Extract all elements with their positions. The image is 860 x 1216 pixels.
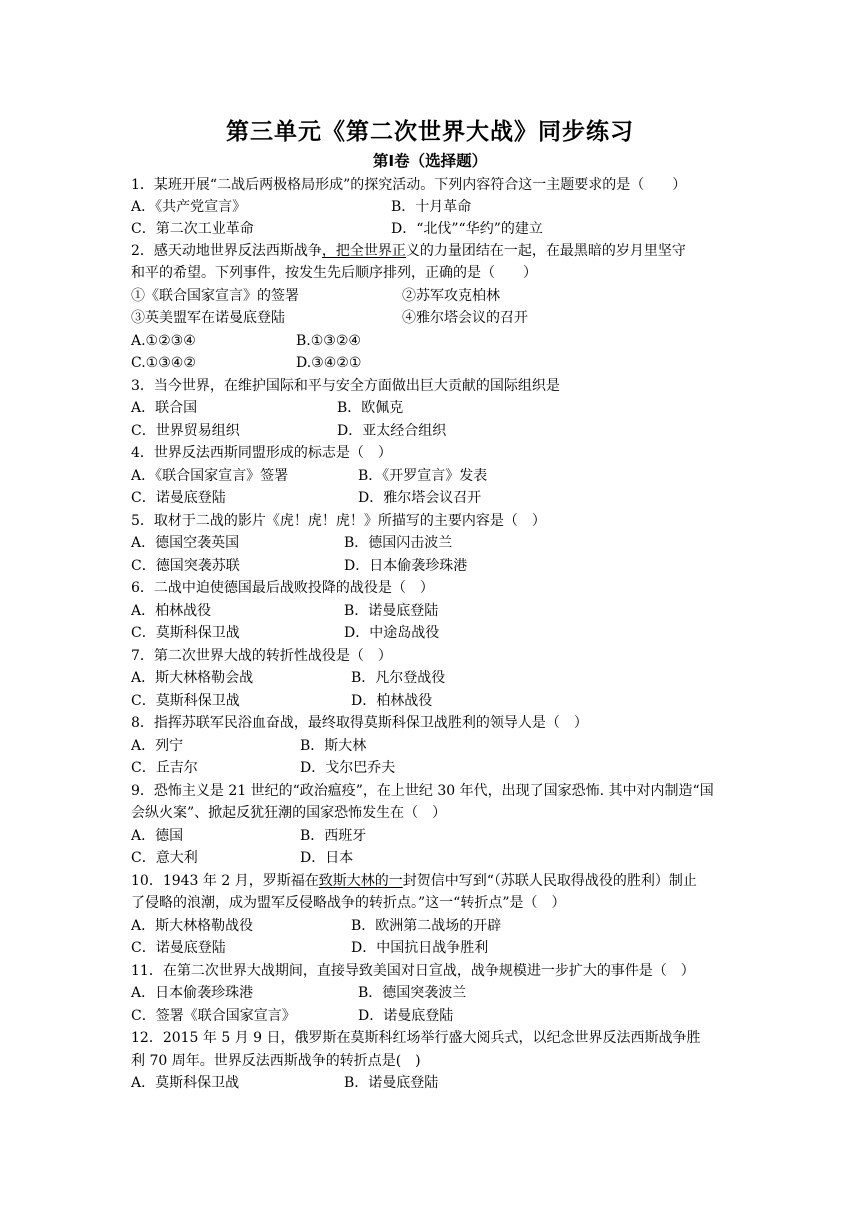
question-6-option-c: C．莫斯科保卫战 <box>131 625 240 641</box>
question-11-option-a: A．日本偷袭珍珠港 <box>131 985 254 1001</box>
question-8-stem: 8．指挥苏联军民浴血奋战，最终取得莫斯科保卫战胜利的领导人是（ ） <box>131 715 588 731</box>
question-12-option-a: A．莫斯科保卫战 <box>131 1075 240 1091</box>
question-2-option-d: D.③④②① <box>296 355 362 371</box>
question-10-option-d: D．中国抗日战争胜利 <box>351 940 489 956</box>
question-12-stem-line2: 利 70 周年。世界反法西斯战争的转折点是( ) <box>131 1053 421 1069</box>
question-11-stem: 11．在第二次世界大战期间，直接导致美国对日宣战，战争规模进一步扩大的事件是（ ） <box>131 963 695 979</box>
question-5-option-a: A．德国空袭英国 <box>131 535 240 551</box>
question-9-option-c: C．意大利 <box>131 850 198 866</box>
question-6-option-d: D．中途岛战役 <box>344 625 440 641</box>
question-12-stem-line1: 12．2015 年 5 月 9 日，俄罗斯在莫斯科红场举行盛大阅兵式，以纪念世界反法西斯战争胜 <box>131 1030 701 1046</box>
question-2-option-a: A.①②③④ <box>131 333 196 349</box>
question-4-option-b: B．《开罗宣言》发表 <box>358 468 488 484</box>
underlined-phrase: 致斯大林的一 <box>318 873 403 889</box>
question-2-event-1: ①《联合国家宣言》的签署 <box>131 288 299 304</box>
question-2-event-4: ④雅尔塔会议的召开 <box>402 310 528 326</box>
section-heading: 第Ⅰ卷（选择题） <box>372 152 488 170</box>
question-10-option-c: C．诺曼底登陆 <box>131 940 226 956</box>
question-4-option-c: C．诺曼底登陆 <box>131 490 226 506</box>
question-1-option-a: A．《共产党宣言》 <box>131 199 247 215</box>
question-5-option-c: C．德国突袭苏联 <box>131 558 240 574</box>
question-3-option-d: D．亚太经合组织 <box>337 423 447 439</box>
question-7-option-c: C．莫斯科保卫战 <box>131 693 240 709</box>
question-10-stem-line2: 了侵略的浪潮，成为盟军反侵略战争的转折点。”这一“转折点”是（ ） <box>131 895 566 911</box>
question-8-option-b: B．斯大林 <box>300 738 367 754</box>
question-3-stem: 3．当今世界，在维护国际和平与安全方面做出巨大贡献的国际组织是 <box>131 378 560 394</box>
question-9-option-b: B．西班牙 <box>300 828 367 844</box>
question-4-stem: 4．世界反法西斯同盟形成的标志是（ ） <box>131 445 392 461</box>
question-4-option-d: D．雅尔塔会议召开 <box>358 490 482 506</box>
question-2-event-3: ③英美盟军在诺曼底登陆 <box>131 310 285 326</box>
question-5-option-b: B．德国闪击波兰 <box>344 535 453 551</box>
question-5-option-d: D．日本偷袭珍珠港 <box>344 558 468 574</box>
question-11-option-d: D．诺曼底登陆 <box>358 1008 454 1024</box>
question-6-option-b: B．诺曼底登陆 <box>344 603 439 619</box>
question-8-option-a: A．列宁 <box>131 738 184 754</box>
question-11-option-c: C．签署《联合国家宣言》 <box>131 1008 296 1024</box>
question-9-option-d: D．日本 <box>300 850 354 866</box>
question-7-stem: 7．第二次世界大战的转折性战役是（ ） <box>131 648 392 664</box>
question-3-option-c: C．世界贸易组织 <box>131 423 240 439</box>
question-2-event-2: ②苏军攻克柏林 <box>402 288 500 304</box>
question-7-option-d: D．柏林战役 <box>351 693 433 709</box>
question-10-option-b: B．欧洲第二战场的开辟 <box>351 918 502 934</box>
question-8-option-d: D．戈尔巴乔夫 <box>300 760 396 776</box>
question-10-option-a: A．斯大林格勒战役 <box>131 918 254 934</box>
question-3-option-a: A．联合国 <box>131 400 198 416</box>
question-2-option-b: B.①③②④ <box>296 333 361 349</box>
question-5-stem: 5．取材于二战的影片《虎！虎！虎！》所描写的主要内容是（ ） <box>131 513 546 529</box>
question-1-option-c: C．第二次工业革命 <box>131 221 254 237</box>
question-10-stem-line1: 10．1943 年 2 月，罗斯福在致斯大林的一封贺信中写到“（苏联人民取得战役的胜利）制止 <box>131 873 697 889</box>
question-1-option-b: B．十月革命 <box>391 199 472 215</box>
question-2-option-c: C.①③④② <box>131 355 196 371</box>
question-2-stem-line1: 2．感天动地世界反法西斯战争，把全世界正义的力量团结在一起，在最黑暗的岁月里坚守 <box>131 243 686 259</box>
question-12-option-b: B．诺曼底登陆 <box>344 1075 439 1091</box>
question-2-stem-line2: 和平的希望。下列事件，按发生先后顺序排列，正确的是（ ） <box>131 265 537 281</box>
question-6-option-a: A．柏林战役 <box>131 603 212 619</box>
question-6-stem: 6．二战中迫使德国最后战败投降的战役是（ ） <box>131 580 434 596</box>
document-title: 第三单元《第二次世界大战》同步练习 <box>226 119 634 145</box>
question-3-option-b: B．欧佩克 <box>337 400 404 416</box>
question-8-option-c: C．丘吉尔 <box>131 760 198 776</box>
question-11-option-b: B．德国突袭波兰 <box>358 985 467 1001</box>
question-7-option-b: B．凡尔登战役 <box>351 670 446 686</box>
question-9-option-a: A．德国 <box>131 828 184 844</box>
underlined-phrase: ，把全世界正 <box>321 243 406 259</box>
question-9-stem-line1: 9．恐怖主义是 21 世纪的“政治瘟疫”，在上世纪 30 年代，出现了国家恐怖. 其中对内制造“国 <box>131 783 714 799</box>
question-4-option-a: A．《联合国家宣言》签署 <box>131 468 289 484</box>
question-7-option-a: A．斯大林格勒会战 <box>131 670 254 686</box>
question-9-stem-line2: 会纵火案”、掀起反犹狂潮的国家恐怖发生在（ ） <box>131 805 447 821</box>
question-1-option-d: D．“北伐”“华约”的建立 <box>391 221 543 237</box>
question-1-stem: 1．某班开展“二战后两极格局形成”的探究活动。下列内容符合这一主题要求的是（ ） <box>131 177 687 193</box>
